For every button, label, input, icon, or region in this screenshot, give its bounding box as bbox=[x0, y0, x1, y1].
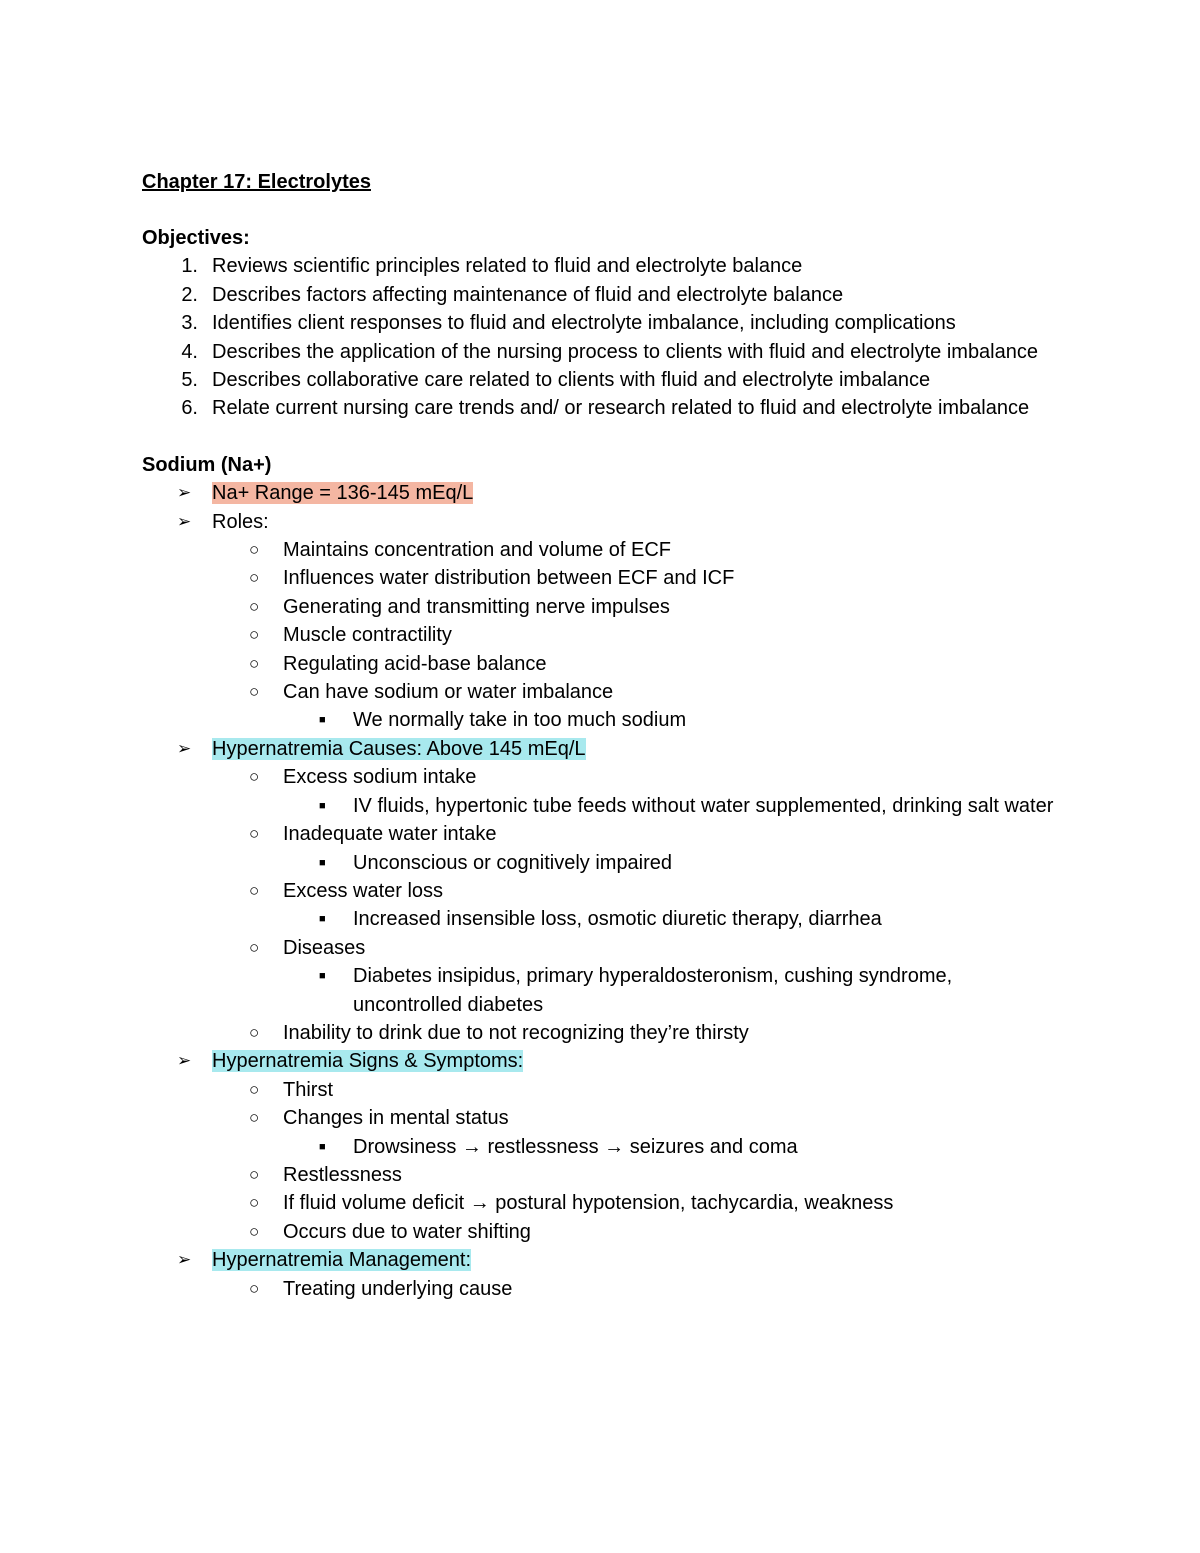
sodium-range-highlight: Na+ Range = 136-145 mEq/L bbox=[212, 482, 474, 505]
list-item bbox=[142, 678, 1062, 706]
objective-text: Describes factors affecting maintenance of fluid and electrolyte balance bbox=[212, 283, 844, 306]
circle-bullet-icon: ○ bbox=[249, 625, 260, 645]
list-item-text: Treating underlying cause bbox=[283, 1277, 513, 1300]
objective-item bbox=[142, 366, 1062, 394]
list-item-text: Can have sodium or water imbalance bbox=[283, 681, 614, 704]
list-item bbox=[142, 621, 1062, 649]
list-item-text bbox=[212, 1246, 1062, 1274]
square-bullet-icon: ■ bbox=[319, 799, 326, 812]
causes-highlight: Hypernatremia Causes: Above 145 mEq/L bbox=[212, 737, 586, 760]
circle-bullet-icon: ○ bbox=[249, 767, 260, 787]
square-bullet-icon: ■ bbox=[319, 714, 326, 727]
list-item bbox=[142, 1246, 1062, 1274]
circle-bullet-icon: ○ bbox=[249, 1108, 260, 1128]
arrow-bullet-icon: ➢ bbox=[177, 511, 192, 531]
circle-bullet-icon: ○ bbox=[249, 682, 260, 702]
list-item-text: Unconscious or cognitively impaired bbox=[353, 851, 673, 874]
list-item bbox=[142, 508, 1062, 536]
document-content bbox=[142, 168, 1062, 1303]
objectives-heading: Objectives: bbox=[142, 227, 250, 250]
list-item-text: Excess sodium intake bbox=[283, 766, 477, 789]
objective-text: Identifies client responses to fluid and electrolyte imbalance, including complications bbox=[212, 312, 956, 335]
list-item-text bbox=[212, 735, 1062, 763]
objective-text: Relate current nursing care trends and/ or research related to fluid and electrolyte imbalance bbox=[212, 397, 1030, 420]
list-item bbox=[142, 849, 1062, 877]
page-title: Chapter 17: Electrolytes bbox=[142, 171, 371, 193]
list-item bbox=[142, 1218, 1062, 1246]
circle-bullet-icon: ○ bbox=[249, 824, 260, 844]
objective-text: Describes collaborative care related to clients with fluid and electrolyte imbalance bbox=[212, 369, 931, 392]
management-highlight: Hypernatremia Management: bbox=[212, 1249, 472, 1272]
circle-bullet-icon: ○ bbox=[249, 1022, 260, 1042]
list-item-text: Generating and transmitting nerve impulses bbox=[283, 595, 670, 618]
roles-label: Roles: bbox=[212, 510, 269, 533]
list-item bbox=[142, 1133, 1062, 1161]
circle-bullet-icon: ○ bbox=[249, 1221, 260, 1241]
list-item bbox=[142, 1076, 1062, 1104]
list-item bbox=[142, 650, 1062, 678]
list-number: 1. bbox=[181, 255, 198, 278]
list-item bbox=[142, 763, 1062, 791]
circle-bullet-icon: ○ bbox=[249, 1193, 260, 1213]
list-item-text: Regulating acid-base balance bbox=[283, 652, 547, 675]
signs-highlight: Hypernatremia Signs & Symptoms: bbox=[212, 1050, 524, 1073]
list-item bbox=[142, 536, 1062, 564]
arrow-bullet-icon: ➢ bbox=[177, 1051, 192, 1071]
list-item bbox=[142, 1189, 1062, 1217]
arrow-bullet-icon: ➢ bbox=[177, 1250, 192, 1270]
circle-bullet-icon: ○ bbox=[249, 596, 260, 616]
objective-item bbox=[142, 252, 1062, 280]
circle-bullet-icon: ○ bbox=[249, 937, 260, 957]
list-item bbox=[142, 479, 1062, 507]
list-item-text: Diseases bbox=[283, 936, 366, 959]
objective-item bbox=[142, 338, 1062, 366]
list-item-text: We normally take in too much sodium bbox=[353, 709, 687, 732]
circle-bullet-icon: ○ bbox=[249, 568, 260, 588]
square-bullet-icon: ■ bbox=[319, 913, 326, 926]
objective-text: Describes the application of the nursing process to clients with fluid and electrolyte imbalance bbox=[212, 340, 1038, 363]
list-item bbox=[142, 905, 1062, 933]
list-item bbox=[142, 1047, 1062, 1075]
list-item bbox=[142, 820, 1062, 848]
list-number: 6. bbox=[181, 397, 198, 420]
square-bullet-icon: ■ bbox=[319, 1140, 326, 1153]
circle-bullet-icon: ○ bbox=[249, 1079, 260, 1099]
list-item-text: Diabetes insipidus, primary hyperaldosteronism, cushing syndrome, uncontrolled diabetes bbox=[353, 965, 953, 1016]
objective-item bbox=[142, 394, 1062, 422]
objective-item bbox=[142, 281, 1062, 309]
list-item bbox=[142, 1104, 1062, 1132]
spacer bbox=[142, 196, 1062, 224]
objective-item bbox=[142, 309, 1062, 337]
list-number: 4. bbox=[181, 340, 198, 363]
list-item-text: Influences water distribution between ECF and ICF bbox=[283, 567, 735, 590]
list-item-text: IV fluids, hypertonic tube feeds without water supplemented, drinking salt water bbox=[353, 794, 1054, 817]
list-item bbox=[142, 792, 1062, 820]
list-item-text: Restlessness bbox=[283, 1163, 402, 1186]
list-item bbox=[142, 877, 1062, 905]
list-item bbox=[142, 735, 1062, 763]
circle-bullet-icon: ○ bbox=[249, 653, 260, 673]
list-item bbox=[142, 1275, 1062, 1303]
square-bullet-icon: ■ bbox=[319, 856, 326, 869]
list-number: 2. bbox=[181, 283, 198, 306]
sodium-heading: Sodium (Na+) bbox=[142, 454, 272, 477]
list-item-text: Changes in mental status bbox=[283, 1107, 509, 1130]
list-item-text: Maintains concentration and volume of ECF bbox=[283, 539, 671, 562]
list-item bbox=[142, 1019, 1062, 1047]
arrow-bullet-icon: ➢ bbox=[177, 738, 192, 758]
list-item-text: Muscle contractility bbox=[283, 624, 452, 647]
list-item-text: Occurs due to water shifting bbox=[283, 1220, 531, 1243]
list-item-text: Increased insensible loss, osmotic diuretic therapy, diarrhea bbox=[353, 908, 882, 931]
list-item bbox=[142, 706, 1062, 734]
list-item-text: Excess water loss bbox=[283, 879, 444, 902]
list-item-text bbox=[212, 479, 1062, 507]
circle-bullet-icon: ○ bbox=[249, 1164, 260, 1184]
circle-bullet-icon: ○ bbox=[249, 1278, 260, 1298]
list-item bbox=[142, 962, 1062, 1019]
list-item bbox=[142, 564, 1062, 592]
square-bullet-icon: ■ bbox=[319, 970, 326, 983]
list-item-text: Drowsiness → restlessness → seizures and coma bbox=[353, 1135, 798, 1158]
arrow-bullet-icon: ➢ bbox=[177, 483, 192, 503]
list-item-text bbox=[212, 1047, 1062, 1075]
list-item bbox=[142, 934, 1062, 962]
circle-bullet-icon: ○ bbox=[249, 880, 260, 900]
list-number: 5. bbox=[181, 369, 198, 392]
objective-text: Reviews scientific principles related to fluid and electrolyte balance bbox=[212, 255, 803, 278]
list-item-text: Inadequate water intake bbox=[283, 823, 497, 846]
list-number: 3. bbox=[181, 312, 198, 335]
list-item-text: Inability to drink due to not recognizing they’re thirsty bbox=[283, 1021, 749, 1044]
list-item-text: If fluid volume deficit → postural hypotension, tachycardia, weakness bbox=[283, 1192, 894, 1215]
spacer bbox=[142, 423, 1062, 451]
list-item bbox=[142, 1161, 1062, 1189]
list-item-text: Thirst bbox=[283, 1078, 333, 1101]
circle-bullet-icon: ○ bbox=[249, 540, 260, 560]
list-item bbox=[142, 593, 1062, 621]
